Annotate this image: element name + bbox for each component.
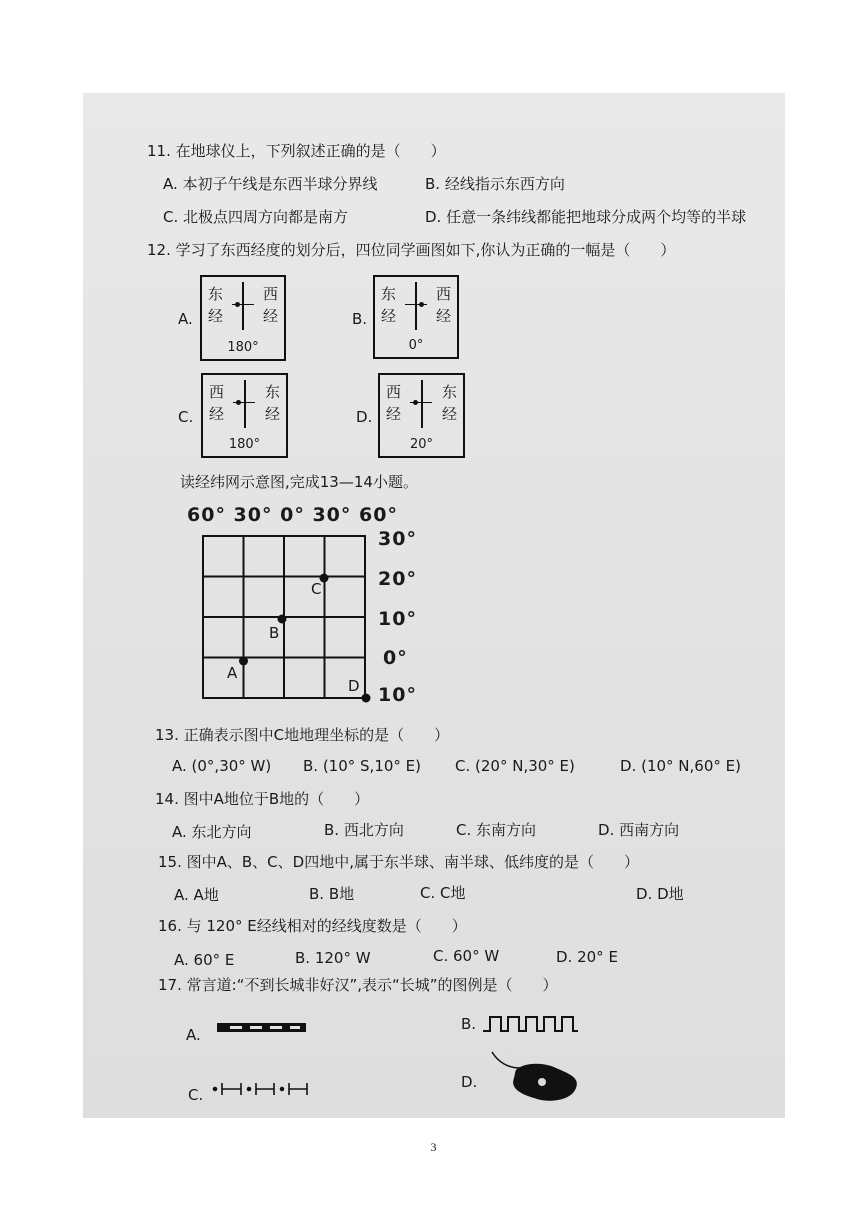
q12-letter-c: C.	[178, 408, 194, 426]
q14-option-d: D. 西南方向	[598, 821, 680, 839]
meridian-line	[244, 380, 246, 428]
diagram-left-label: 东 经	[208, 285, 224, 325]
q11-stem: 11. 在地球仪上，下列叙述正确的是（ ）	[147, 142, 446, 160]
diagram-degree: 180°	[227, 340, 259, 355]
q17-option-c: C.	[188, 1086, 204, 1104]
diagram-right-label: 东 经	[264, 383, 280, 423]
diagram-left-label: 东 经	[381, 285, 397, 325]
dot-icon	[236, 400, 241, 405]
q14-option-c: C. 东南方向	[456, 821, 537, 839]
diagram-left-label: 西 经	[209, 383, 225, 423]
q14-option-b: B. 西北方向	[324, 821, 404, 839]
meridian-line	[415, 282, 417, 330]
meridian-line	[421, 380, 423, 428]
q13-option-d: D. (10° N,60° E)	[620, 757, 741, 775]
q15-option-a: A. A地	[174, 886, 219, 904]
q12-letter-b: B.	[352, 310, 368, 328]
great-wall-symbol-icon	[482, 1013, 580, 1035]
diagram-right-label: 西 经	[435, 285, 451, 325]
point-b-marker	[278, 615, 287, 624]
q17-option-b: B.	[461, 1015, 477, 1033]
dot-icon	[235, 302, 240, 307]
diagram-right-label: 西 经	[262, 285, 278, 325]
lake-river-symbol-icon	[490, 1048, 586, 1106]
page-number: 3	[430, 1140, 437, 1154]
point-a-label: A	[227, 664, 238, 682]
meridian-line	[242, 282, 244, 330]
q13-option-b: B. (10° S,10° E)	[303, 757, 422, 775]
grid-right-label-2: 10°	[378, 608, 417, 630]
q16-option-c: C. 60° W	[433, 947, 500, 965]
q12-diagram-b	[373, 275, 459, 359]
diagram-degree: 20°	[409, 437, 434, 452]
q11-option-b: B. 经线指示东西方向	[425, 175, 565, 193]
q17-option-d: D.	[461, 1073, 478, 1091]
diagram-degree: 0°	[408, 338, 424, 353]
dashed-bar-symbol-icon	[216, 1021, 308, 1035]
point-d-label: D	[348, 677, 360, 695]
q14-stem: 14. 图中A地位于B地的（ ）	[155, 790, 370, 808]
q15-option-b: B. B地	[309, 885, 355, 903]
dot-dash-boundary-symbol-icon	[212, 1078, 310, 1098]
q12-diagram-a	[200, 275, 286, 361]
q11-option-d: D. 任意一条纬线都能把地球分成两个均等的半球	[425, 208, 747, 226]
diagram-degree: 180°	[228, 437, 261, 452]
diagram-left-label: 西 经	[386, 383, 402, 423]
q12-diagram-d	[378, 373, 465, 458]
q14-option-a: A. 东北方向	[172, 823, 252, 841]
q16-option-d: D. 20° E	[556, 948, 618, 966]
grid-right-label-0: 30°	[378, 528, 417, 550]
q15-option-d: D. D地	[636, 885, 684, 903]
q16-stem: 16. 与 120° E经线相对的经线度数是（ ）	[158, 917, 467, 935]
q13-option-a: A. (0°,30° W)	[172, 757, 272, 775]
diagram-right-label: 东 经	[441, 383, 457, 423]
q12-stem: 12. 学习了东西经度的划分后，四位同学画图如下,你认为正确的一幅是（ ）	[147, 241, 676, 259]
point-d-marker	[362, 694, 371, 703]
q12-letter-a: A.	[178, 310, 193, 328]
grid-top-labels: 60° 30° 0° 30° 60°	[187, 504, 398, 526]
q11-option-a: A. 本初子午线是东西半球分界线	[163, 175, 378, 193]
q12-letter-d: D.	[356, 408, 373, 426]
point-a-marker	[239, 657, 248, 666]
q15-option-c: C. C地	[420, 884, 466, 902]
intro-13-14: 读经纬网示意图,完成13—14小题。	[180, 473, 418, 491]
q16-option-a: A. 60° E	[174, 951, 235, 969]
q12-diagram-c	[201, 373, 288, 458]
q15-stem: 15. 图中A、B、C、D四地中,属于东半球、南半球、低纬度的是（ ）	[158, 853, 639, 871]
grid-right-label-4: 10°	[378, 684, 417, 706]
grid-right-label-1: 20°	[378, 568, 417, 590]
q17-option-a: A.	[186, 1026, 201, 1044]
point-c-label: C	[311, 580, 322, 598]
point-b-label: B	[269, 624, 280, 642]
q13-stem: 13. 正确表示图中C地地理坐标的是（ ）	[155, 726, 450, 744]
grid-right-label-3: 0°	[383, 647, 408, 669]
dot-icon	[419, 302, 424, 307]
q13-option-c: C. (20° N,30° E)	[455, 757, 575, 775]
q17-stem: 17. 常言道:“不到长城非好汉”,表示“长城”的图例是（ ）	[158, 976, 558, 994]
q11-option-c: C. 北极点四周方向都是南方	[163, 208, 349, 226]
dot-icon	[413, 400, 418, 405]
q16-option-b: B. 120° W	[295, 949, 371, 967]
